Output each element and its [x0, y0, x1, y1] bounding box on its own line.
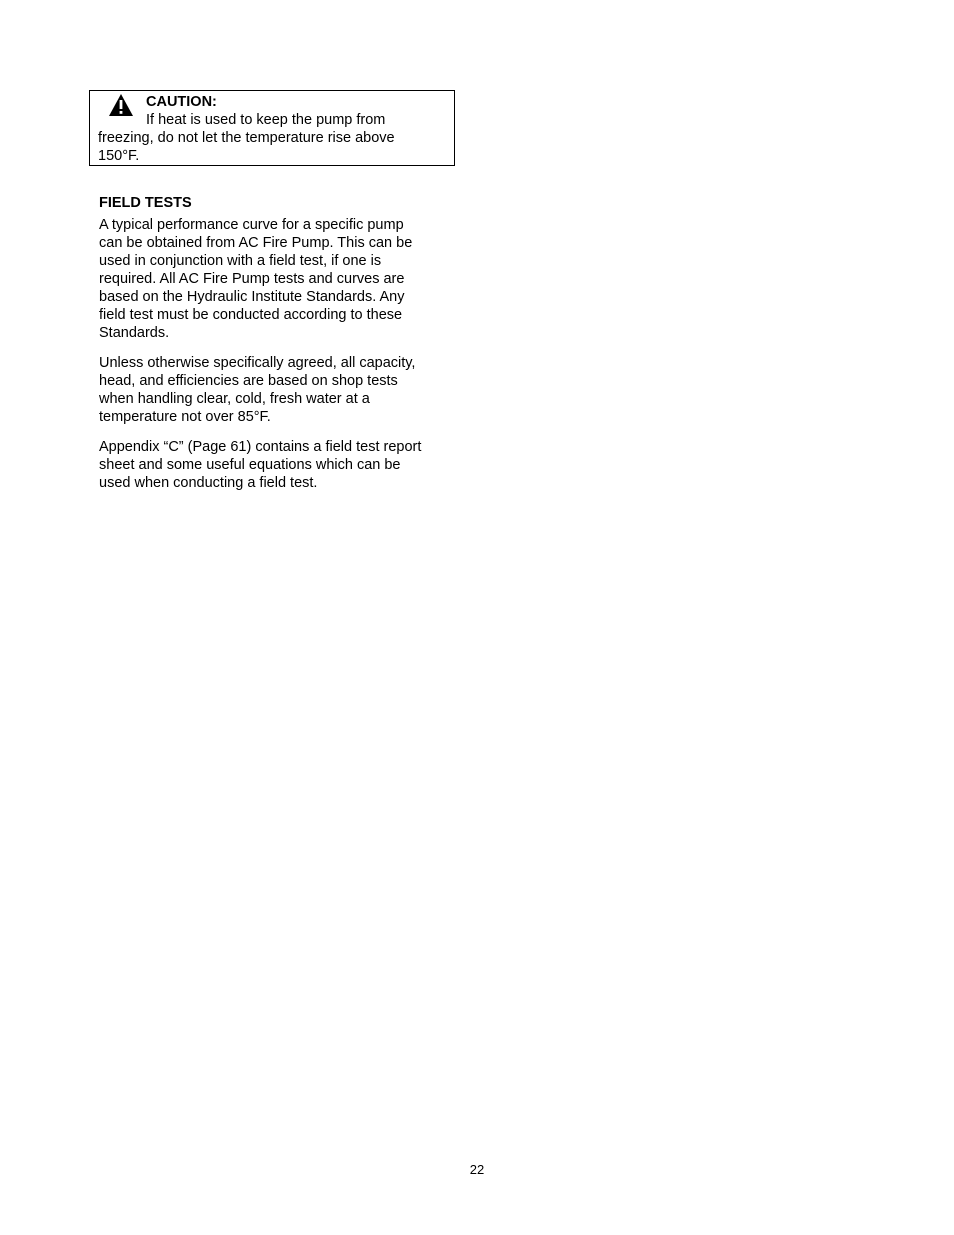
paragraph-line: can be obtained from AC Fire Pump. This can be [99, 235, 413, 251]
caution-text-line: 150°F. [98, 148, 140, 164]
paragraph-line: when handling clear, cold, fresh water at a [99, 391, 370, 407]
paragraph-line: required. All AC Fire Pump tests and curves are [99, 271, 405, 287]
paragraph-line: temperature not over 85°F. [99, 409, 271, 425]
paragraph-line: field test must be conducted according to these [99, 307, 403, 323]
caution-box [89, 90, 455, 166]
paragraph-shop-tests [99, 354, 459, 426]
paragraph-line: Unless otherwise specifically agreed, all capacity, [99, 355, 416, 371]
warning-triangle-icon [108, 93, 134, 117]
paragraph-line: Standards. [99, 325, 170, 341]
caution-title: CAUTION: [146, 94, 217, 110]
paragraph-line: A typical performance curve for a specific pump [99, 217, 404, 233]
page-number: 22 [469, 1162, 485, 1177]
caution-text-line: freezing, do not let the temperature rise above [98, 130, 395, 146]
paragraph-performance-curve [99, 216, 459, 342]
paragraph-appendix [99, 438, 459, 492]
section-heading-field-tests: FIELD TESTS [99, 195, 192, 211]
paragraph-line: based on the Hydraulic Institute Standards. Any [99, 289, 405, 305]
paragraph-line: used in conjunction with a field test, if one is [99, 253, 382, 269]
paragraph-line: Appendix “C” (Page 61) contains a field test report [99, 439, 422, 455]
paragraph-line: used when conducting a field test. [99, 475, 318, 491]
paragraph-line: sheet and some useful equations which can be [99, 457, 401, 473]
paragraph-line: head, and efficiencies are based on shop tests [99, 373, 398, 389]
caution-text-line: If heat is used to keep the pump from [146, 112, 386, 128]
